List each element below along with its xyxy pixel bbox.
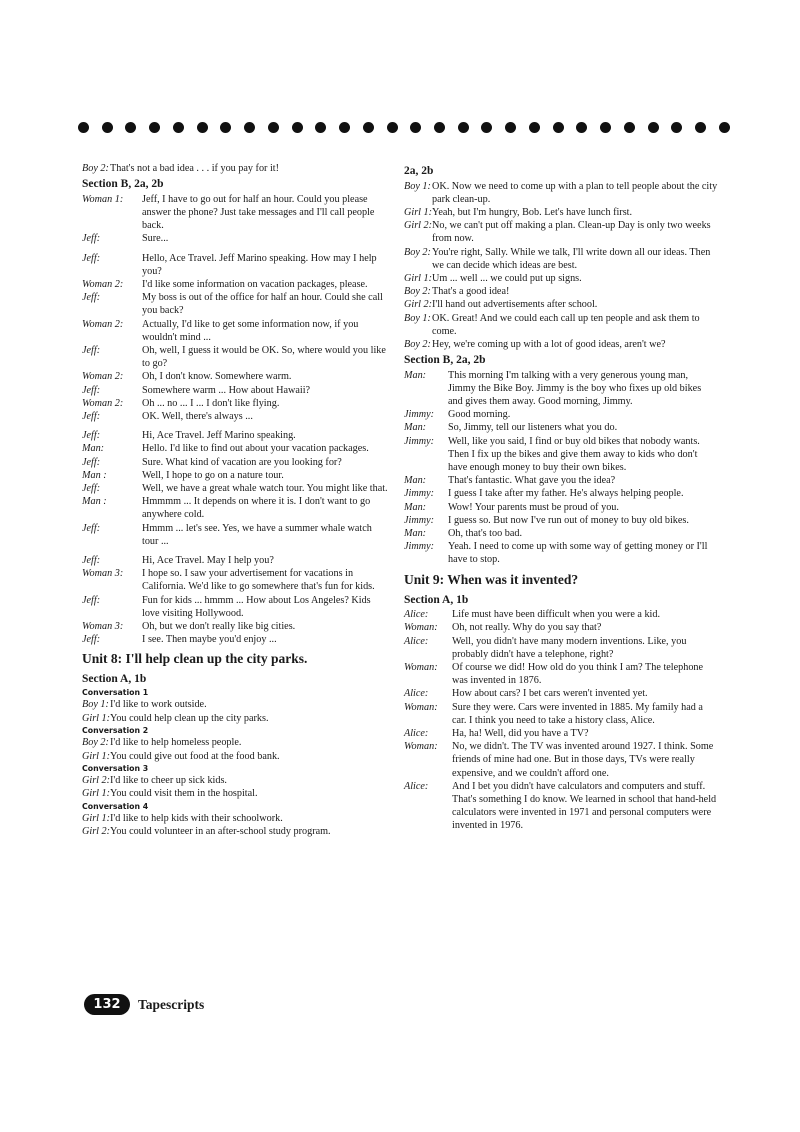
dialogue-line	[82, 482, 390, 495]
dialogue-line	[404, 527, 718, 540]
speaker-label: Girl 2:	[404, 299, 433, 311]
speaker-label: Boy 2:	[404, 338, 431, 350]
dialogue-line	[82, 522, 390, 548]
dialogue-text: Hey, we're coming up with a lot of good ideas, aren't we?	[432, 338, 666, 350]
right-column	[404, 162, 718, 833]
dialogue-line	[82, 812, 390, 825]
dialogue-line	[404, 621, 718, 634]
dialogue-line	[404, 298, 718, 311]
dialogue-text: My boss is out of the office for half an hour. Could she call you back?	[142, 292, 383, 317]
dialogue-line	[82, 232, 390, 245]
dialogue-line	[82, 456, 390, 469]
speaker-label: Jimmy:	[404, 409, 434, 421]
dot-icon	[173, 122, 184, 133]
page-footer	[84, 994, 204, 1015]
dot-icon	[339, 122, 350, 133]
dialogue-line	[82, 397, 390, 410]
dialogue-text: Hi, Ace Travel. May I help you?	[142, 554, 274, 566]
speaker-label: Alice:	[404, 780, 429, 792]
dialogue-line	[82, 712, 390, 725]
speaker-label: Man:	[404, 369, 427, 381]
dialogue-line	[404, 661, 718, 687]
dialogue-line	[404, 435, 718, 475]
speaker-label: Woman 2:	[82, 278, 124, 290]
speaker-label: Woman:	[404, 741, 438, 753]
speaker-label: Alice:	[404, 635, 429, 647]
dialogue-line	[404, 780, 718, 833]
speaker-label: Girl 2:	[82, 826, 111, 838]
dialogue-text: I guess I take after my father. He's always helping people.	[448, 488, 684, 500]
speaker-label: Boy 1:	[404, 312, 431, 324]
dialogue-text: No, we didn't. The TV was invented around 1927. I think. Some friends of mine had one. But in those days, TVs were really expensive, and we couldn't afford one.	[452, 741, 714, 779]
speaker-label: Jeff:	[82, 554, 101, 566]
speaker-label: Alice:	[404, 728, 429, 740]
dialogue-text: Wow! Your parents must be proud of you.	[448, 501, 619, 513]
dialogue-line	[82, 318, 390, 344]
dialogue-line	[82, 750, 390, 763]
dialogue-line	[82, 698, 390, 711]
dialogue-text: Ha, ha! Well, did you have a TV?	[452, 728, 589, 740]
dialogue-text: I'd like some information on vacation packages, please.	[142, 278, 368, 290]
conversation-label: Conversation 1	[82, 687, 149, 697]
speaker-label: Jeff:	[82, 410, 101, 422]
dialogue-text: I'd like to help homeless people.	[110, 737, 242, 749]
speaker-label: Jimmy:	[404, 514, 434, 526]
dot-icon	[410, 122, 421, 133]
speaker-label: Jimmy:	[404, 488, 434, 500]
dialogue-line	[404, 338, 718, 351]
dialogue-line	[404, 369, 718, 409]
dialogue-text: Hello, Ace Travel. Jeff Marino speaking. How may I help you?	[142, 252, 377, 277]
speaker-label: Boy 2:	[404, 286, 431, 298]
dialogue-text: I see. Then maybe you'd enjoy ...	[142, 634, 277, 646]
dialogue-line	[404, 246, 718, 272]
speaker-label: Boy 2:	[404, 246, 431, 258]
speaker-label: Alice:	[404, 688, 429, 700]
conversation-label: Conversation 4	[82, 801, 149, 811]
dot-icon	[220, 122, 231, 133]
dialogue-line	[82, 567, 390, 593]
dialogue-text: I'd like to work outside.	[110, 699, 207, 711]
speaker-label: Woman:	[404, 662, 438, 673]
speaker-label: Man:	[404, 528, 427, 540]
dot-icon	[244, 122, 255, 133]
dot-icon	[529, 122, 540, 133]
speaker-label: Boy 1:	[404, 180, 431, 192]
dialogue-text: That's fantastic. What gave you the idea?	[448, 475, 616, 487]
dialogue-line	[82, 787, 390, 800]
section-heading: Section B, 2a, 2b	[404, 354, 486, 367]
dialogue-line	[82, 554, 390, 567]
speaker-label: Man:	[82, 443, 105, 455]
dialogue-line	[404, 740, 718, 780]
speaker-label: Jeff:	[82, 292, 101, 304]
speaker-label: Woman 1:	[82, 193, 124, 205]
dialogue-line	[404, 501, 718, 514]
speaker-label: Woman 2:	[82, 371, 124, 383]
conversation-label: Conversation 3	[82, 763, 149, 773]
dialogue-text: Hmmmm ... It depends on where it is. I don't want to go anywhere cold.	[142, 496, 371, 521]
speaker-label: Woman 3:	[82, 621, 124, 632]
conversation-label: Conversation 2	[82, 725, 149, 735]
dialogue-text: I'd like to cheer up sick kids.	[110, 775, 227, 787]
speaker-label: Girl 2:	[82, 775, 111, 787]
dialogue-line	[82, 384, 390, 397]
speaker-label: Woman:	[404, 622, 438, 634]
dialogue-line	[404, 180, 718, 206]
dialogue-line	[404, 701, 718, 727]
dialogue-line	[82, 633, 390, 646]
dot-icon	[576, 122, 587, 133]
dialogue-line	[82, 736, 390, 749]
speaker-label: Girl 2:	[404, 220, 433, 232]
dialogue-text: Hmmm ... let's see. Yes, we have a summer whale watch tour ...	[142, 522, 372, 547]
dialogue-text: No, we can't put off making a plan. Clean-up Day is only two weeks from now.	[432, 220, 711, 245]
speaker-label: Girl 1:	[82, 788, 111, 800]
dot-icon	[695, 122, 706, 133]
dialogue-text: OK. Great! And we could each call up ten people and ask them to come.	[432, 312, 700, 337]
speaker-label: Jeff:	[82, 456, 101, 468]
dialogue-line	[82, 495, 390, 521]
speaker-label: Jimmy:	[404, 541, 434, 553]
dialogue-text: Fun for kids ... hmmm ... How about Los Angeles? Kids love visiting Hollywood.	[142, 594, 371, 619]
speaker-label: Jeff:	[82, 482, 101, 494]
dialogue-line	[404, 408, 718, 421]
dialogue-text: Well, I hope to go on a nature tour.	[142, 469, 284, 481]
dot-icon	[387, 122, 398, 133]
section-heading: 2a, 2b	[404, 165, 434, 177]
dot-icon	[458, 122, 469, 133]
dialogue-line	[82, 442, 390, 455]
speaker-label: Jeff:	[82, 634, 101, 646]
dot-icon	[624, 122, 635, 133]
dot-icon	[315, 122, 326, 133]
dialogue-text: Yeah. I need to come up with some way of getting money or I'll have to stop.	[448, 541, 708, 566]
dialogue-line	[404, 514, 718, 527]
dot-icon	[671, 122, 682, 133]
dialogue-text: Well, you didn't have many modern inventions. Like, you probably didn't have a telephone, right?	[452, 635, 687, 660]
dialogue-text: Oh, well, I guess it would be OK. So, where would you like to go?	[142, 344, 386, 370]
dialogue-line	[404, 219, 718, 245]
dialogue-line	[82, 162, 390, 175]
speaker-label: Woman 2:	[82, 397, 124, 409]
speaker-label: Boy 2:	[82, 163, 109, 174]
dialogue-line	[82, 410, 390, 423]
dialogue-text: So, Jimmy, tell our listeners what you do.	[448, 422, 618, 434]
dot-icon	[197, 122, 208, 133]
footer-title: Tapescripts	[138, 996, 205, 1012]
dialogue-text: Life must have been difficult when you were a kid.	[452, 609, 661, 621]
dot-icon	[102, 122, 113, 133]
dialogue-line	[82, 291, 390, 317]
dialogue-line	[404, 312, 718, 338]
speaker-label: Girl 1:	[404, 272, 433, 284]
dialogue-line	[82, 193, 390, 233]
speaker-label: Man:	[404, 475, 427, 487]
dialogue-text: Hi, Ace Travel. Jeff Marino speaking.	[142, 430, 296, 442]
speaker-label: Jimmy:	[404, 435, 434, 447]
speaker-label: Woman 3:	[82, 568, 124, 580]
dot-icon	[78, 122, 89, 133]
dialogue-text: I'll hand out advertisements after school.	[432, 299, 598, 311]
dot-icon	[600, 122, 611, 133]
dot-icon	[481, 122, 492, 133]
section-heading: Section B, 2a, 2b	[82, 178, 164, 191]
speaker-label: Jeff:	[82, 522, 101, 534]
dialogue-text: Oh, I don't know. Somewhere warm.	[142, 371, 292, 383]
dialogue-text: Somewhere warm ... How about Hawaii?	[142, 384, 311, 396]
dialogue-text: Sure they were. Cars were invented in 1885. My family had a car. I think you need to take a history class, Alice.	[452, 701, 703, 726]
speaker-label: Jeff:	[82, 252, 101, 264]
dialogue-text: Oh, that's too bad.	[448, 528, 522, 540]
left-column	[82, 162, 390, 839]
dialogue-line	[404, 540, 718, 566]
dialogue-line	[82, 370, 390, 383]
dialogue-line	[82, 469, 390, 482]
dialogue-text: You could visit them in the hospital.	[110, 788, 258, 800]
dot-icon	[719, 122, 730, 133]
speaker-label: Girl 1:	[82, 813, 111, 825]
dialogue-text: You're right, Sally. While we talk, I'll write down all our ideas. Then we can decide which ideas are best.	[432, 246, 711, 271]
dialogue-text: OK. Well, there's always ...	[142, 410, 253, 422]
dialogue-text: I guess so. But now I've run out of money to buy old bikes.	[448, 514, 689, 526]
dialogue-text: OK. Now we need to come up with a plan to tell people about the city park clean-up.	[432, 180, 718, 205]
dot-icon	[505, 122, 516, 133]
speaker-label: Man:	[404, 501, 427, 513]
dialogue-text: Actually, I'd like to get some information now, if you wouldn't mind ...	[142, 318, 359, 343]
dialogue-text: Oh, not really. Why do you say that?	[452, 622, 602, 634]
dialogue-text: You could give out food at the food bank.	[110, 750, 280, 762]
dialogue-text: Um ... well ... we could put up signs.	[432, 272, 582, 284]
dialogue-line	[404, 687, 718, 700]
unit-heading: Unit 9: When was it invented?	[404, 571, 579, 587]
section-heading: Section A, 1b	[82, 673, 147, 686]
dialogue-text: Well, we have a great whale watch tour. You might like that.	[142, 482, 388, 494]
dialogue-line	[404, 272, 718, 285]
speaker-label: Boy 2:	[82, 737, 109, 749]
dialogue-text: Jeff, I have to go out for half an hour. Could you please answer the phone? Just take messages and I'll call people back.	[142, 193, 375, 232]
dot-icon	[648, 122, 659, 133]
dialogue-line	[82, 278, 390, 291]
dialogue-text: Well, like you said, I find or buy old bikes that nobody wants. Then I fix up the bikes and give them away to kids who don't have enough money to buy their own bikes.	[448, 435, 700, 474]
dialogue-line	[404, 487, 718, 500]
dialogue-text: This morning I'm talking with a very generous young man, Jimmy the Bike Boy. Jimmy is the boy who fixes up old bikes and gives them away. Good morning, Jimmy.	[448, 369, 702, 408]
dot-icon	[553, 122, 564, 133]
dialogue-text: And I bet you didn't have calculators and computers and stuff. That's something I do know. We learned in school that hand-held calculators were invented in 1971 and personal computers were invented in 1976.	[452, 780, 717, 832]
decorative-dot-row	[78, 122, 730, 133]
speaker-label: Jeff:	[82, 594, 101, 606]
dot-icon	[125, 122, 136, 133]
speaker-label: Girl 1:	[82, 750, 111, 762]
dialogue-text: You could help clean up the city parks.	[110, 712, 269, 724]
page-number-badge: 132	[84, 994, 130, 1015]
dialogue-text: Yeah, but I'm hungry, Bob. Let's have lunch first.	[432, 206, 633, 218]
dot-icon	[292, 122, 303, 133]
dialogue-line	[404, 206, 718, 219]
dialogue-text: I hope so. I saw your advertisement for vacations in California. We'd like to go somewhere that's fun for kids.	[142, 568, 375, 593]
dialogue-line	[82, 594, 390, 620]
section-heading: Section A, 1b	[404, 593, 469, 606]
dialogue-text: I'd like to help kids with their schoolwork.	[110, 813, 283, 825]
dialogue-text: Oh, but we don't really like big cities.	[142, 621, 296, 632]
dialogue-text: You could volunteer in an after-school study program.	[110, 826, 331, 838]
dialogue-line	[404, 635, 718, 661]
speaker-label: Jeff:	[82, 233, 101, 245]
speaker-label: Girl 1:	[82, 712, 111, 724]
dialogue-text: Sure...	[142, 233, 169, 245]
dialogue-text: Of course we did! How old do you think I am? The telephone was invented in 1876.	[452, 662, 704, 687]
dialogue-line	[82, 252, 390, 278]
speaker-label: Girl 1:	[404, 206, 433, 218]
dialogue-text: Good morning.	[448, 409, 511, 421]
speaker-label: Man :	[82, 496, 107, 508]
dialogue-line	[404, 285, 718, 298]
speaker-label: Jeff:	[82, 344, 101, 356]
speaker-label: Jeff:	[82, 430, 101, 442]
dialogue-line	[404, 421, 718, 434]
dialogue-line	[404, 474, 718, 487]
dialogue-text: That's not a bad idea . . . if you pay for it!	[110, 163, 280, 174]
dialogue-line	[82, 344, 390, 370]
speaker-label: Boy 1:	[82, 699, 109, 711]
dialogue-text: How about cars? I bet cars weren't invented yet.	[452, 688, 648, 700]
dialogue-line	[404, 608, 718, 621]
speaker-label: Alice:	[404, 609, 429, 621]
dialogue-text: Oh ... no ... I ... I don't like flying.	[142, 397, 280, 409]
speaker-label: Man:	[404, 422, 427, 434]
dot-icon	[149, 122, 160, 133]
speaker-label: Woman 2:	[82, 318, 124, 330]
dialogue-text: Hello. I'd like to find out about your vacation packages.	[142, 443, 369, 455]
dialogue-text: Sure. What kind of vacation are you looking for?	[142, 456, 342, 468]
unit-heading: Unit 8: I'll help clean up the city parks.	[82, 651, 308, 667]
dot-icon	[268, 122, 279, 133]
dot-icon	[363, 122, 374, 133]
dialogue-line	[404, 727, 718, 740]
dialogue-line	[82, 825, 390, 838]
dialogue-line	[82, 620, 390, 633]
speaker-label: Woman:	[404, 701, 438, 713]
dialogue-text: That's a good idea!	[432, 286, 510, 298]
speaker-label: Man :	[82, 469, 107, 481]
speaker-label: Jeff:	[82, 384, 101, 396]
dialogue-line	[82, 429, 390, 442]
dot-icon	[434, 122, 445, 133]
dialogue-line	[82, 774, 390, 787]
